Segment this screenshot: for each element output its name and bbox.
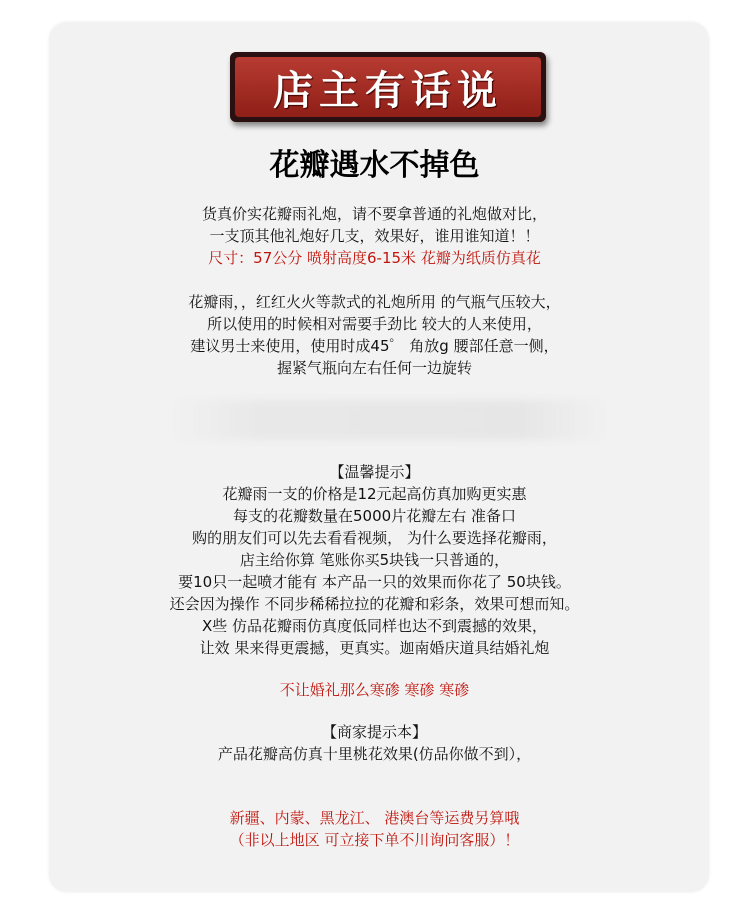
usage-line-3: 建议男士来使用，使用时成45゜ 角放g 腰部任意一侧， [190, 337, 559, 355]
tips-title: 【温馨提示】 [329, 463, 420, 481]
shop-owner-banner [230, 52, 546, 122]
size-note: 尺寸：57公分 喷射高度6-15米 花瓣为纸质仿真花 [208, 249, 541, 267]
intro-line-2: 一支顶其他礼炮好几支，效果好，谁用谁知道！！ [209, 227, 540, 245]
intro-line-1: 货真价实花瓣雨礼炮，请不要拿普通的礼炮做对比， [201, 205, 547, 223]
tips-line-3: 购的朋友们可以先去看看视频， 为什么要选择花瓣雨， [192, 529, 557, 547]
tips-line-1: 花瓣雨一支的价格是12元起高仿真加购更实惠 [222, 485, 527, 503]
tips-line-2: 每支的花瓣数量在5000片花瓣左右 准备口 [233, 507, 516, 525]
usage-line-4: 握紧气瓶向左右任何一边旋转 [276, 359, 472, 377]
merchant-title: 【商家提示本】 [321, 723, 427, 741]
tips-line-5: 要10只一起喷才能有 本产品一只的效果而你花了 50块钱。 [178, 573, 571, 591]
slogan: 不让婚礼那么寒碜 寒碜 寒碜 [279, 681, 470, 699]
page-heading: 花瓣遇水不掉色 [269, 148, 480, 183]
usage-line-2: 所以使用的时候相对需要手劲比 较大的人来使用， [207, 315, 542, 333]
tips-line-7: X些 仿品花瓣雨仿真度低同样也达不到震撼的效果， [201, 617, 548, 635]
merchant-line: 产品花瓣高仿真十里桃花效果(仿品你做不到）， [217, 745, 532, 763]
banner-title: 店主有话说 [235, 57, 541, 117]
tips-line-8: 让效 果来得更震撼，更真实。迦南婚庆道具结婚礼炮 [199, 639, 550, 657]
tips-line-4: 店主给你算 笔账你买5块钱一只普通的， [239, 551, 510, 569]
blurred-region [170, 400, 610, 440]
tips-line-6: 还会因为操作 不同步稀稀拉拉的花瓣和彩条，效果可想而知。 [169, 595, 580, 613]
shipping-line-1: 新疆、内蒙、黑龙江、 港澳台等运费另算哦 [229, 809, 520, 827]
usage-line-1: 花瓣雨，，红红火火等款式的礼炮所用 的气瓶气压较大， [188, 293, 561, 311]
shipping-line-2: （非以上地区 可立接下单不川询问客服）！ [229, 831, 520, 849]
